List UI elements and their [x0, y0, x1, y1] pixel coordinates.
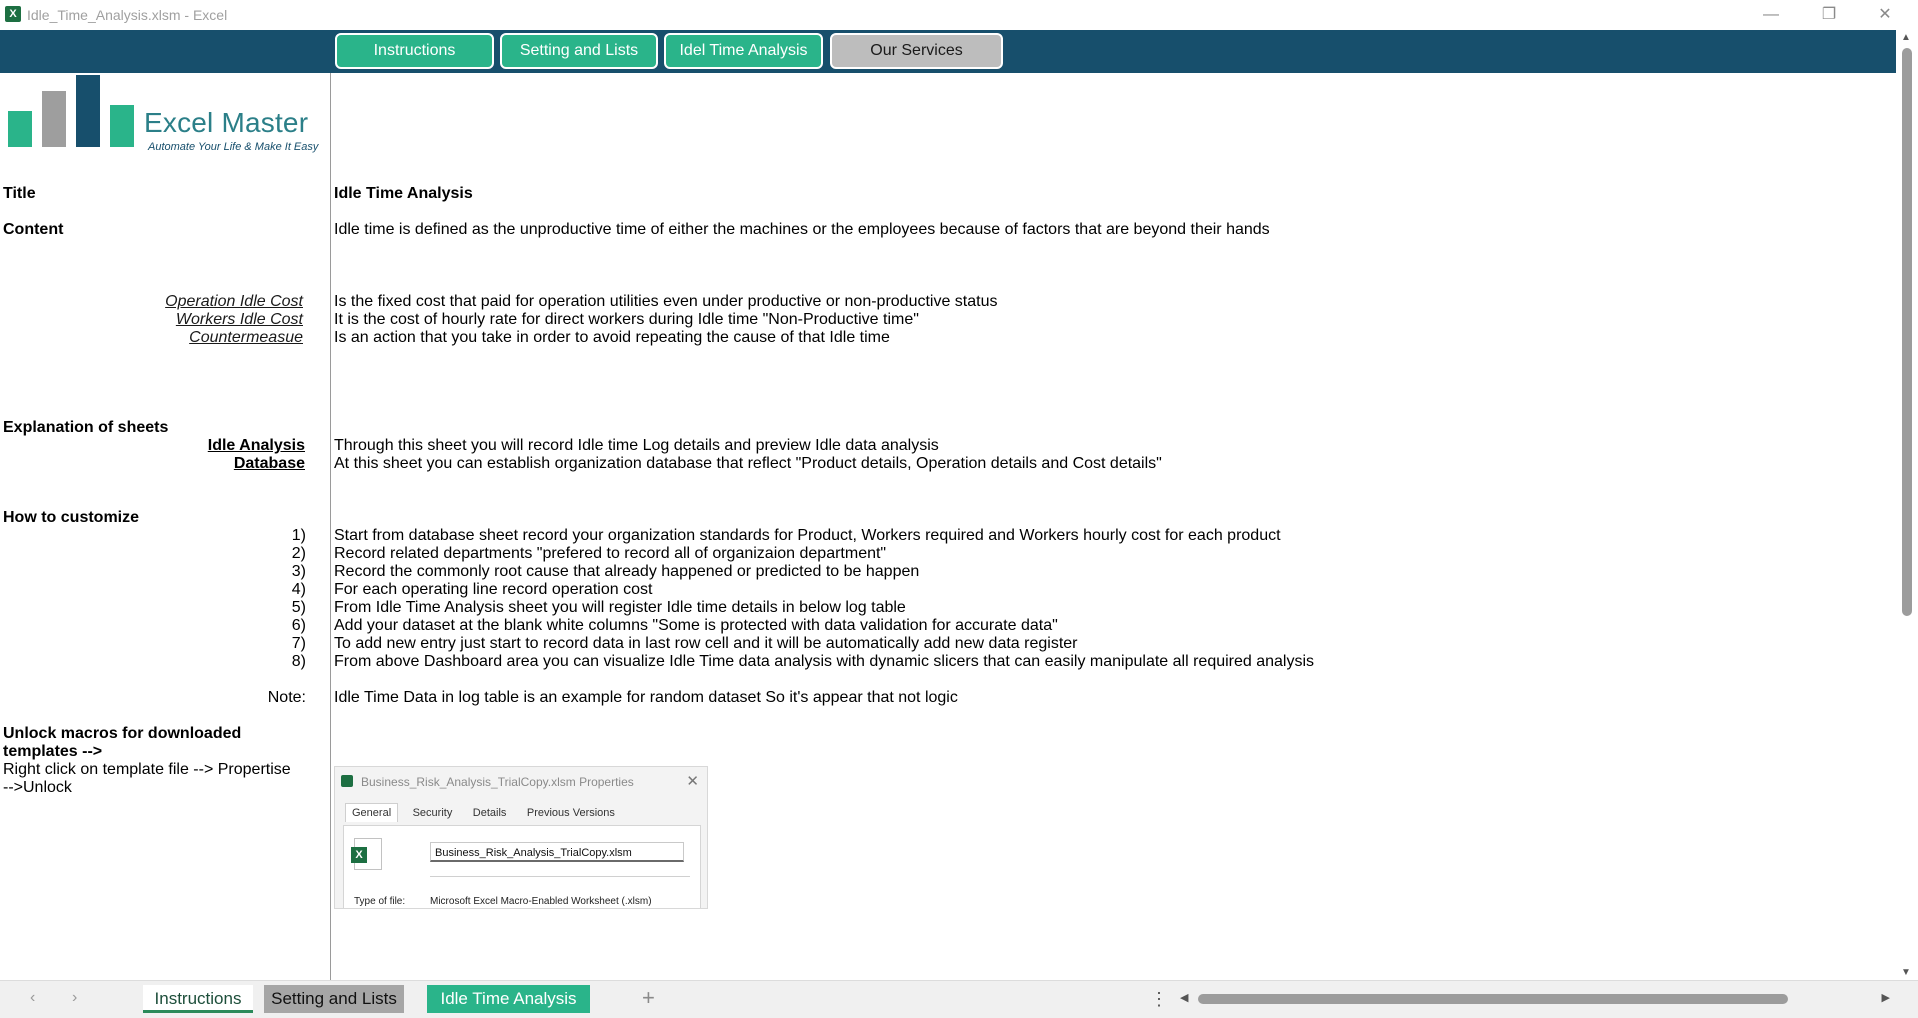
logo-bar-3 — [76, 75, 100, 147]
scroll-up-icon[interactable]: ▲ — [1901, 32, 1911, 43]
sheet-link-idle-analysis[interactable]: Idle Analysis — [207, 437, 305, 454]
excel-master-logo — [6, 79, 326, 159]
content-label: Content — [3, 221, 64, 238]
note-label: Note: — [267, 689, 306, 706]
step-number: 3) — [291, 563, 306, 580]
step-text: From Idle Time Analysis sheet you will register Idle time details in below log table — [334, 599, 906, 616]
window-title-bar — [0, 0, 1918, 30]
horizontal-scrollbar[interactable] — [1180, 991, 1890, 1007]
dialog-type-value: Microsoft Excel Macro-Enabled Worksheet (.xlsm) — [430, 896, 652, 907]
logo-bar-2 — [42, 91, 66, 147]
sheet-tab-setting-and-lists[interactable]: Setting and Lists — [264, 985, 404, 1013]
sheet-desc-idle-analysis: Through this sheet you will record Idle time Log details and preview Idle data analysis — [334, 437, 939, 454]
dialog-tab-details: Details — [472, 807, 507, 819]
term-countermeasure[interactable]: Countermeasue — [189, 329, 303, 346]
step-text: To add new entry just start to record data in last row cell and it will be automatically add new data register — [334, 635, 1078, 652]
sheet-tab-instructions[interactable]: Instructions — [143, 985, 253, 1013]
window-title: Idle_Time_Analysis.xlsm - Excel — [27, 7, 228, 23]
dialog-tabs — [345, 803, 625, 823]
logo-name: Excel Master — [144, 107, 309, 138]
nav-button-instructions[interactable]: Instructions — [335, 33, 494, 69]
scroll-left-icon[interactable]: ◀ — [1180, 992, 1189, 1004]
explanation-label: Explanation of sheets — [3, 419, 169, 436]
sheet-tab-idle-time-analysis[interactable]: Idle Time Analysis — [427, 985, 590, 1013]
restore-button[interactable]: ❐ — [1821, 6, 1837, 23]
dialog-type-label: Type of file: — [354, 896, 406, 907]
minimize-button[interactable]: — — [1763, 6, 1779, 23]
vertical-scroll-thumb[interactable] — [1902, 48, 1912, 616]
definition-workers-idle-cost: It is the cost of hourly rate for direct workers during Idle time "Non-Productive time" — [334, 311, 919, 328]
prev-sheet-icon[interactable]: ‹ — [30, 989, 36, 1006]
unlock-heading-line2: templates --> — [3, 743, 103, 760]
step-number: 4) — [291, 581, 306, 598]
content-value: Idle time is defined as the unproductive time of either the machines or the employees because of factors that are beyond their hands — [334, 221, 1270, 238]
nav-button-setting-and-lists[interactable]: Setting and Lists — [500, 33, 658, 69]
horizontal-scroll-thumb[interactable] — [1198, 994, 1788, 1004]
step-number: 5) — [291, 599, 306, 616]
xlsm-file-icon: X — [354, 838, 382, 870]
next-sheet-icon[interactable]: › — [72, 989, 78, 1006]
unlock-instruction-line1: Right click on template file --> Propertise — [3, 761, 291, 778]
title-value: Idle Time Analysis — [334, 185, 473, 202]
nav-band — [0, 30, 1896, 73]
term-workers-idle-cost[interactable]: Workers Idle Cost — [175, 311, 303, 328]
unlock-heading-line1: Unlock macros for downloaded — [3, 725, 242, 742]
logo-bar-4 — [110, 105, 134, 147]
dialog-title: Business_Risk_Analysis_TrialCopy.xlsm Properties — [361, 775, 634, 789]
properties-dialog-image — [334, 766, 708, 909]
step-number: 2) — [291, 545, 306, 562]
step-number: 6) — [291, 617, 306, 634]
customize-label: How to customize — [3, 509, 140, 526]
dialog-file-name: Business_Risk_Analysis_TrialCopy.xlsm — [430, 842, 684, 862]
vertical-scrollbar[interactable] — [1896, 30, 1918, 980]
step-number: 8) — [291, 653, 306, 670]
worksheet-grid — [0, 73, 1896, 980]
scroll-down-icon[interactable]: ▼ — [1901, 967, 1911, 978]
dialog-tab-previous-versions: Previous Versions — [526, 807, 615, 819]
column-divider — [330, 73, 331, 980]
step-number: 1) — [291, 527, 306, 544]
dialog-divider — [430, 876, 690, 877]
more-options-icon[interactable]: ⋮ — [1150, 989, 1168, 1009]
definition-operation-idle-cost: Is the fixed cost that paid for operation utilities even under productive or non-productive status — [334, 293, 998, 310]
close-window-button[interactable]: ✕ — [1878, 6, 1892, 23]
dialog-tab-general: General — [345, 803, 398, 822]
definition-countermeasure: Is an action that you take in order to avoid repeating the cause of that Idle time — [334, 329, 890, 346]
step-text: Record related departments "prefered to record all of organizaion department" — [334, 545, 887, 562]
scroll-right-icon[interactable]: ▶ — [1881, 992, 1890, 1004]
sheet-tab-bar — [0, 980, 1918, 1018]
step-text: Start from database sheet record your organization standards for Product, Workers required and Workers hourly cost for each product — [334, 527, 1281, 544]
sheet-desc-database: At this sheet you can establish organization database that reflect "Product details, Operation details and Cost details" — [334, 455, 1162, 472]
step-text: For each operating line record operation cost — [334, 581, 653, 598]
close-icon: ✕ — [686, 773, 699, 790]
step-number: 7) — [291, 635, 306, 652]
dialog-tab-security: Security — [412, 807, 453, 819]
unlock-instruction-line2: -->Unlock — [3, 779, 72, 796]
add-sheet-button[interactable]: + — [642, 985, 655, 1010]
step-text: From above Dashboard area you can visualize Idle Time data analysis with dynamic slicers that can easily manipulate all required analysis — [334, 653, 1315, 670]
note-text: Idle Time Data in log table is an example for random dataset So it's appear that not logic — [334, 689, 958, 706]
title-label: Title — [3, 185, 36, 202]
nav-band-left-spacer — [0, 30, 330, 73]
term-operation-idle-cost[interactable]: Operation Idle Cost — [165, 293, 303, 310]
step-text: Record the commonly root cause that already happened or predicted to be happen — [334, 563, 920, 580]
logo-tagline: Automate Your Life & Make It Easy — [148, 141, 319, 153]
nav-button-idle-time-analysis[interactable]: Idel Time Analysis — [664, 33, 823, 69]
step-text: Add your dataset at the blank white columns "Some is protected with data validation for accurate data" — [334, 617, 1058, 634]
logo-bar-1 — [8, 111, 32, 147]
dialog-general-panel — [343, 825, 701, 909]
sheet-link-database[interactable]: Database — [233, 455, 305, 472]
nav-button-our-services[interactable]: Our Services — [830, 33, 1003, 69]
excel-app-icon: X — [5, 6, 21, 22]
excel-file-icon — [341, 775, 353, 787]
